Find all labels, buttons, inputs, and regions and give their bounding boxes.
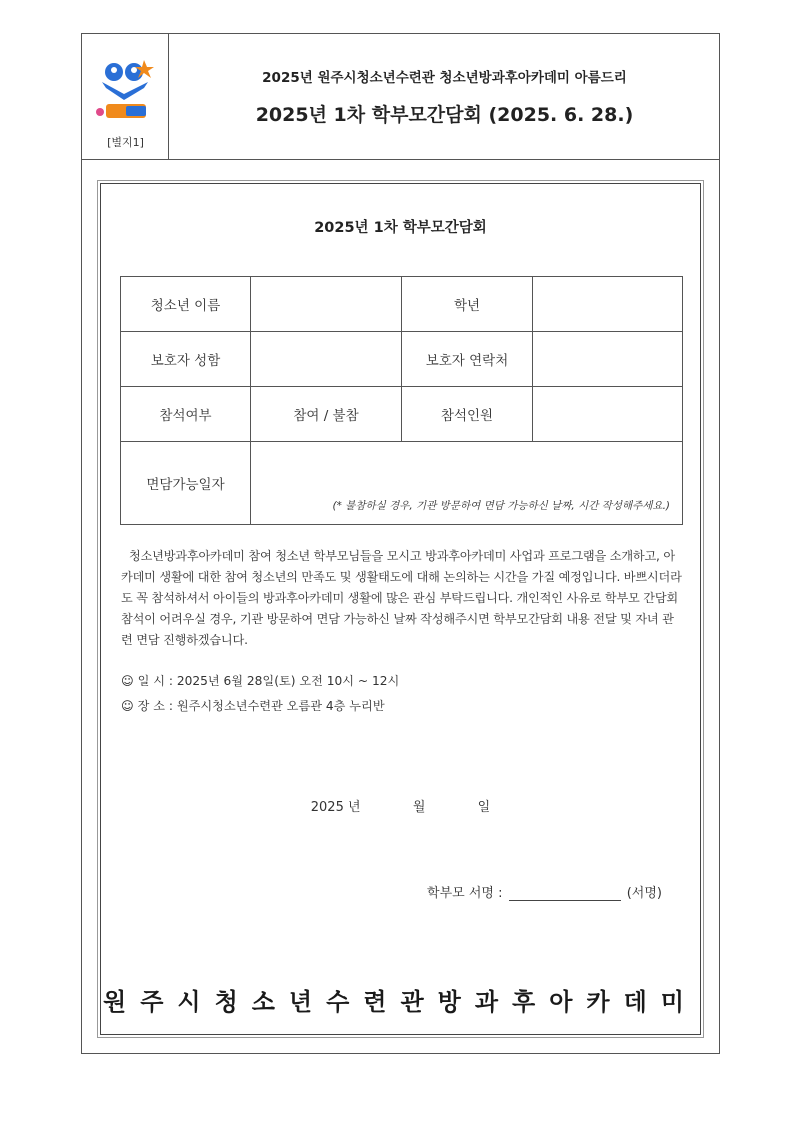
signature-line (427, 882, 662, 901)
registration-table (120, 276, 683, 525)
grade-label: 학년 (402, 277, 533, 332)
document-frame (81, 33, 720, 1054)
table-row (121, 387, 683, 442)
date-day: 일 (477, 800, 491, 815)
header-title: 2025년 1차 학부모간담회 (2025. 6. 28.) (255, 104, 634, 126)
interview-note: (* 불참하실 경우, 기관 방문하여 면담 가능하신 날짜, 시간 작성해주세요.) (332, 499, 670, 512)
form-title: 2025년 1차 학부모간담회 (314, 220, 487, 236)
description-text: 청소년방과후아카데미 참여 청소년 학부모님들을 모시고 방과후아카데미 사업과 프로그램을 소개하고, 아카데미 생활에 대한 참여 청소년의 만족도 및 생활태도에 대해 논의하는 시간을 가질 예정입니다. 바쁘시더라도 꼭 참석하셔서 아이들의 방과후아카데미 생활에 많은 관심 부탁드립니다. 개인적인 사유로 학부모 간담회 참석이 어려우실 경우, 기관 방문하여 면담 가능하신 날짜 작성해주시면 학부모간담회 내용 전달 및 자녀 관련 면담 진행하겠습니다. (121, 549, 682, 647)
guardian-contact-field[interactable] (533, 332, 683, 387)
academy-logo-icon (94, 42, 156, 128)
logo-cell (82, 34, 169, 159)
header (82, 34, 719, 160)
date-month: 월 (412, 800, 426, 815)
guardian-name-field[interactable] (251, 332, 402, 387)
grade-field[interactable] (533, 277, 683, 332)
organization-name: 원주시청소년수련관방과후아카데미 (103, 988, 698, 1016)
interview-date-label: 면담가능일자 (121, 442, 251, 525)
attendance-label: 참석여부 (121, 387, 251, 442)
table-row (121, 332, 683, 387)
signature-suffix: (서명) (626, 886, 662, 901)
guardian-name-label: 보호자 성함 (121, 332, 251, 387)
youth-name-label: 청소년 이름 (121, 277, 251, 332)
schedule-line: ☺ 일 시 : 2025년 6월 28일(토) 오전 10시 ~ 12시 (121, 674, 400, 688)
attendee-count-label: 참석인원 (402, 387, 533, 442)
form-frame (100, 183, 701, 1035)
interview-date-field[interactable] (251, 442, 683, 525)
date-year: 2025 년 (310, 800, 361, 815)
attendee-count-field[interactable] (533, 387, 683, 442)
table-row (121, 277, 683, 332)
attendance-choice[interactable]: 참여 / 불참 (251, 387, 402, 442)
signature-field[interactable] (509, 886, 621, 901)
attachment-label: [별지1] (107, 136, 144, 149)
header-subtitle: 2025년 원주시청소년수련관 청소년방과후아카데미 아름드리 (262, 70, 627, 86)
date-line (101, 796, 700, 815)
table-row (121, 442, 683, 525)
location-line: ☺ 장 소 : 원주시청소년수련관 오름관 4층 누리반 (121, 699, 385, 713)
guardian-contact-label: 보호자 연락처 (402, 332, 533, 387)
youth-name-field[interactable] (251, 277, 402, 332)
signature-label: 학부모 서명 : (427, 886, 503, 901)
